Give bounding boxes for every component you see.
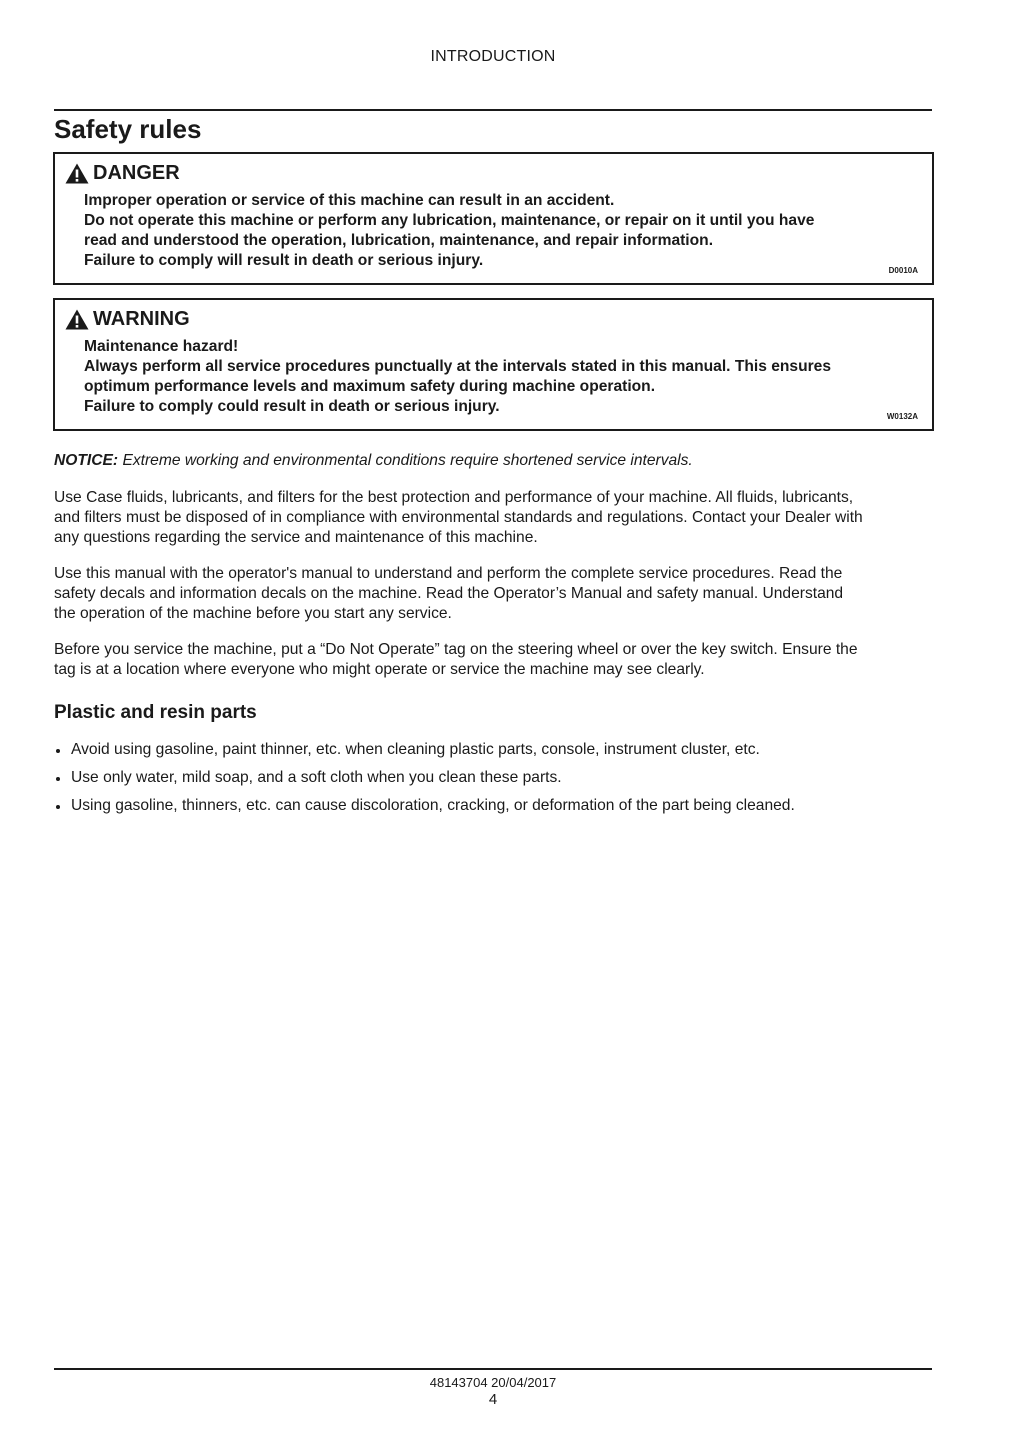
notice-label: NOTICE:: [54, 452, 119, 469]
warning-line: optimum performance levels and maximum safety during machine operation.: [84, 378, 656, 395]
notice: [54, 451, 934, 471]
document-id: 48143704 20/04/2017: [429, 1375, 557, 1390]
page-number: 4: [488, 1391, 498, 1408]
warning-text: [84, 337, 914, 417]
bullet-icon: [56, 805, 60, 809]
section-heading: Plastic and resin parts: [54, 702, 257, 723]
paragraph-line: Use Case fluids, lubricants, and filters for the best protection and performance of your machine. All fluids, lubricants,: [54, 489, 854, 506]
notice-text: Extreme working and environmental conditions require shortened service intervals.: [118, 452, 693, 469]
bullet-list: [54, 740, 934, 824]
list-item: [54, 796, 934, 824]
header-divider: [54, 109, 932, 111]
paragraph-line: tag is at a location where everyone who might operate or service the machine may see clearly.: [54, 661, 705, 678]
list-item: [54, 740, 934, 768]
warning-heading: [65, 308, 190, 331]
warning-line: Failure to comply could result in death or serious injury.: [84, 398, 500, 415]
danger-text: [84, 191, 914, 271]
footer-divider: [54, 1368, 932, 1370]
danger-line: Do not operate this machine or perform any lubrication, maintenance, or repair on it until you have: [84, 212, 815, 229]
list-item-text: Using gasoline, thinners, etc. can cause discoloration, cracking, or deformation of the part being cleaned.: [71, 797, 795, 814]
bullet-icon: [56, 749, 60, 753]
warning-line: Maintenance hazard!: [84, 338, 239, 355]
page-title: Safety rules: [54, 114, 202, 144]
list-item-text: Use only water, mild soap, and a soft cloth when you clean these parts.: [71, 769, 562, 786]
running-header: INTRODUCTION: [430, 48, 556, 65]
paragraph-line: safety decals and information decals on the machine. Read the Operator’s Manual and safety manual. Understand: [54, 585, 844, 602]
warning-box: [53, 298, 934, 431]
danger-label: DANGER: [93, 162, 180, 184]
warning-line: Always perform all service procedures punctually at the intervals stated in this manual. This ensures: [84, 358, 832, 375]
warning-code: W0132A: [886, 412, 918, 421]
paragraph-fluids: [54, 488, 932, 548]
paragraph-line: any questions regarding the service and maintenance of this machine.: [54, 529, 538, 546]
list-item: [54, 768, 934, 796]
paragraph-line: Before you service the machine, put a “Do Not Operate” tag on the steering wheel or over the key switch. Ensure the: [54, 641, 858, 658]
paragraph-tag: [54, 640, 932, 680]
warning-label: WARNING: [93, 308, 190, 330]
warning-triangle-icon: [65, 163, 89, 184]
paragraph-line: and filters must be disposed of in compliance with environmental standards and regulations. Contact your Dealer with: [54, 509, 863, 526]
danger-line: read and understood the operation, lubrication, maintenance, and repair information.: [84, 232, 714, 249]
danger-heading: [65, 162, 180, 185]
danger-line: Improper operation or service of this machine can result in an accident.: [84, 192, 615, 209]
warning-triangle-icon: [65, 309, 89, 330]
danger-box: [53, 152, 934, 285]
bullet-icon: [56, 777, 60, 781]
paragraph-line: the operation of the machine before you start any service.: [54, 605, 452, 622]
paragraph-line: Use this manual with the operator's manual to understand and perform the complete service procedures. Read the: [54, 565, 843, 582]
danger-line: Failure to comply will result in death or serious injury.: [84, 252, 484, 269]
paragraph-manual: [54, 564, 932, 624]
list-item-text: Avoid using gasoline, paint thinner, etc. when cleaning plastic parts, console, instrument cluster, etc.: [71, 741, 760, 758]
danger-code: D0010A: [888, 266, 918, 275]
